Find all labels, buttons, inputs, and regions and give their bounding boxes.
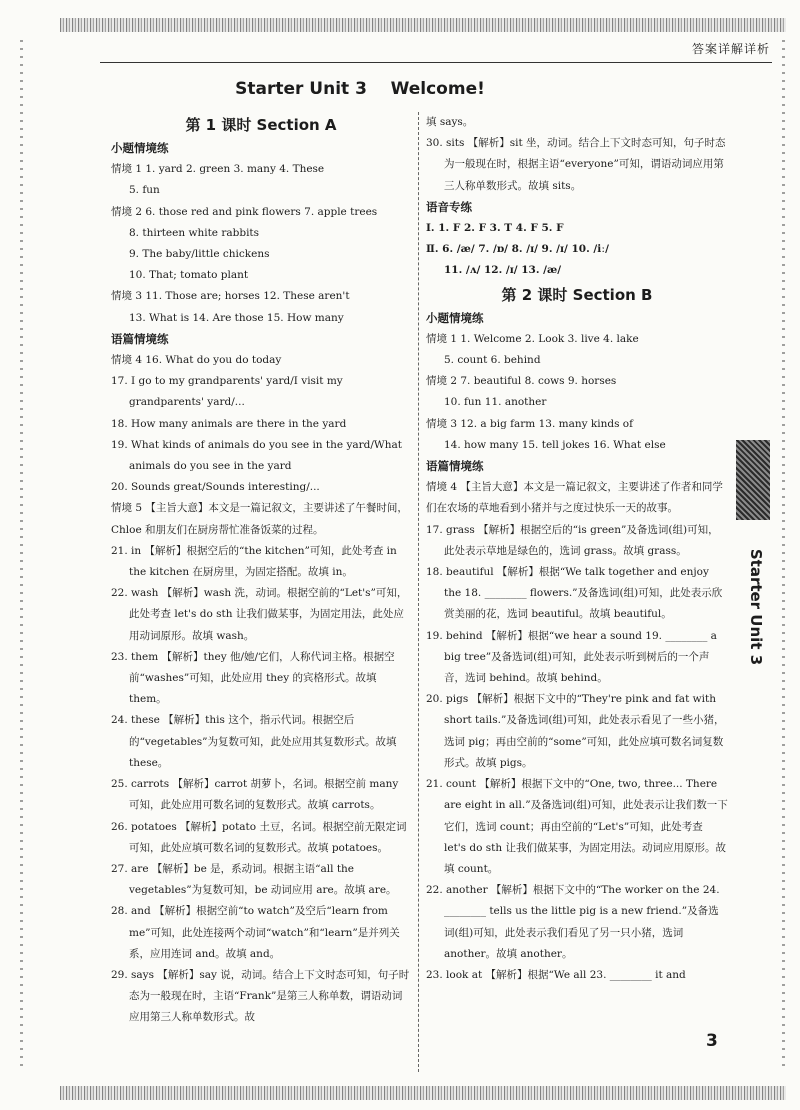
right-binding-dots — [782, 40, 785, 1070]
phonics-section: 语音专练 — [426, 199, 472, 214]
side-unit-label-text: Starter Unit 3 — [747, 548, 765, 666]
answer-item: 22. wash 【解析】wash 洗，动词。根据空前的“Let's”可知，此处考查 let's do sth 让我们做某事，为固定用法，此处应用动词原形。故填 wash。 — [111, 587, 408, 642]
answer-line: 10. fun 11. another — [444, 396, 547, 409]
answer-line: 情境 4 16. What do you do today — [111, 354, 282, 367]
answer-line: 情境 1 1. yard 2. green 3. many 4. These — [111, 163, 325, 176]
answer-item: 17. grass 【解析】根据空后的“is green”及备选词(组)可知，此处表示草地是绿色的，选词 grass。故填 grass。 — [426, 523, 719, 557]
passage-summary: 情境 4 【主旨大意】本文是一篇记叙文，主要讲述了作者和同学们在农场的草地看到小猪并与之度过快乐一天的故事。 — [426, 481, 723, 515]
answer-continuation: 填 says。 — [426, 116, 474, 128]
answer-item: 27. are 【解析】be 是，系动词。根据主语“all the vegetables”为复数可知，be 动词应用 are。故填 are。 — [111, 862, 397, 897]
answer-item: 20. Sounds great/Sounds interesting/... — [111, 481, 320, 494]
answer-line: 5. fun — [129, 184, 160, 197]
answer-line: 情境 2 7. beautiful 8. cows 9. horses — [426, 375, 617, 388]
answer-item: 21. in 【解析】根据空后的“the kitchen”可知，此处考查 in the kitchen 在厨房里，为固定搭配。故填 in。 — [111, 544, 397, 579]
answer-item: 25. carrots 【解析】carrot 胡萝卜，名词。根据空前 many 可知，此处应用可数名词的复数形式。故填 carrots。 — [111, 778, 399, 812]
answer-item: 23. them 【解析】they 他/她/它们，人称代词主格。根据空前“washes”可知，此处应用 they 的宾格形式。故填 them。 — [111, 650, 395, 706]
answer-line: Ⅰ. 1. F 2. F 3. T 4. F 5. F — [426, 222, 564, 235]
lesson2-passage-section: 语篇情境练 — [426, 459, 484, 474]
passage-summary: 情境 5 【主旨大意】本文是一篇记叙文，主要讲述了午餐时间，Chloe 和朋友们在厨房帮忙准备饭菜的过程。 — [111, 502, 408, 536]
page-number: 3 — [706, 1031, 718, 1051]
answer-item: 18. How many animals are there in the yard — [111, 417, 347, 430]
column-divider — [418, 112, 419, 1072]
answer-line: 情境 3 12. a big farm 13. many kinds of — [426, 417, 634, 430]
answer-line: 10. That; tomato plant — [129, 269, 249, 282]
answer-item: 20. pigs 【解析】根据下文中的“They're pink and fat with short tails.”及备选词(组)可知，此处表示看见了一些小猪，选词 pig；再由空前的“some”可知，此处应填可数名词复数形式。故填 pigs。 — [426, 693, 725, 769]
lesson1-small-section: 小题情境练 — [111, 141, 169, 155]
unit-title: Starter Unit 3 Welcome! — [235, 79, 485, 99]
answer-item: 26. potatoes 【解析】potato 土豆，名词。根据空前无限定词可知，此处应填可数名词的复数形式。故填 potatoes。 — [111, 820, 407, 854]
answer-item: 19. What kinds of animals do you see in the yard/What animals do you see in the yard — [111, 438, 402, 473]
answer-line: 5. count 6. behind — [444, 354, 541, 367]
answer-line: 14. how many 15. tell jokes 16. What else — [444, 438, 666, 451]
answer-line: 情境 3 11. Those are; horses 12. These aren't — [111, 290, 350, 303]
answer-line: 情境 1 1. Welcome 2. Look 3. live 4. lake — [426, 332, 639, 345]
side-unit-label — [742, 530, 766, 690]
answer-line: 情境 2 6. those red and pink flowers 7. apple trees — [111, 205, 378, 218]
answer-line: 11. /ʌ/ 12. /ɪ/ 13. /æ/ — [444, 264, 562, 277]
answer-line: 9. The baby/little chickens — [129, 248, 270, 261]
top-scan-border — [60, 18, 786, 32]
header-rule — [100, 62, 772, 63]
bottom-scan-border — [60, 1086, 786, 1100]
answer-item: 30. sits 【解析】sit 坐，动词。结合上下文时态可知，句子时态为一般现在时，根据主语“everyone”可知，谓语动词应用第三人称单数形式。故填 sits。 — [426, 137, 726, 192]
left-binding-dots — [20, 40, 23, 1070]
answer-item: 21. count 【解析】根据下文中的“One, two, three... There are eight in all.”及备选词(组)可知，此处表示让我们数一下它们，选词 count；再由空前的“Let's”可知，此处考查 let's do sth 让我们做某事，为固定用法。动词应用原形。故填 count。 — [426, 778, 728, 875]
left-column — [111, 112, 411, 1029]
answer-item: 24. these 【解析】this 这个，指示代词。根据空后的“vegetables”为复数可知，此处应用其复数形式。故填 these。 — [111, 714, 397, 769]
answer-item: 22. another 【解析】根据下文中的“The worker on the 24. ________ tells us the little pig is a new friend.”及备选词(组)可知，此处表示我们看见了另一只小猪，选词 another。故填 another。 — [426, 884, 720, 960]
lesson1-passage-section: 语篇情境练 — [111, 331, 169, 346]
answer-line: 13. What is 14. Are those 15. How many — [129, 311, 344, 324]
answer-item: 23. look at 【解析】根据“We all 23. ________ it and — [426, 968, 686, 981]
side-tab-marker — [736, 440, 770, 520]
lesson2-title: 第 2 课时 Section B — [501, 285, 653, 304]
answer-item: 28. and 【解析】根据空前“to watch”及空后“learn from me”可知，此处连接两个动词“watch”和“learn”是并列关系，应用连词 and。故填 and。 — [111, 905, 400, 960]
lesson2-small-section: 小题情境练 — [426, 310, 484, 325]
answer-item: 19. behind 【解析】根据“we hear a sound 19. ________ a big tree”及备选词(组)可知，此处表示听到树后的一个声音，选词 behind。故填 behind。 — [426, 629, 717, 685]
answer-item: 18. beautiful 【解析】根据“We talk together and enjoy the 18. ________ flowers.”及备选词(组)可知，此处表示欣赏美丽的花，选词 beautiful。故填 beautiful。 — [426, 566, 723, 621]
answer-item: 17. I go to my grandparents' yard/I visit my grandparents' yard/... — [111, 375, 343, 409]
answer-line: Ⅱ. 6. /æ/ 7. /ɒ/ 8. /ɪ/ 9. /ɪ/ 10. /iː/ — [426, 243, 609, 256]
lesson1-title: 第 1 课时 Section A — [185, 116, 337, 134]
header-title: 答案详解详析 — [691, 42, 770, 56]
right-column — [426, 112, 728, 986]
answer-line: 8. thirteen white rabbits — [129, 226, 260, 239]
answer-item: 29. says 【解析】say 说，动词。结合上下文时态可知，句子时态为一般现在时，主语“Frank”是第三人称单数，谓语动词应用第三人称单数形式。故 — [111, 968, 410, 1024]
